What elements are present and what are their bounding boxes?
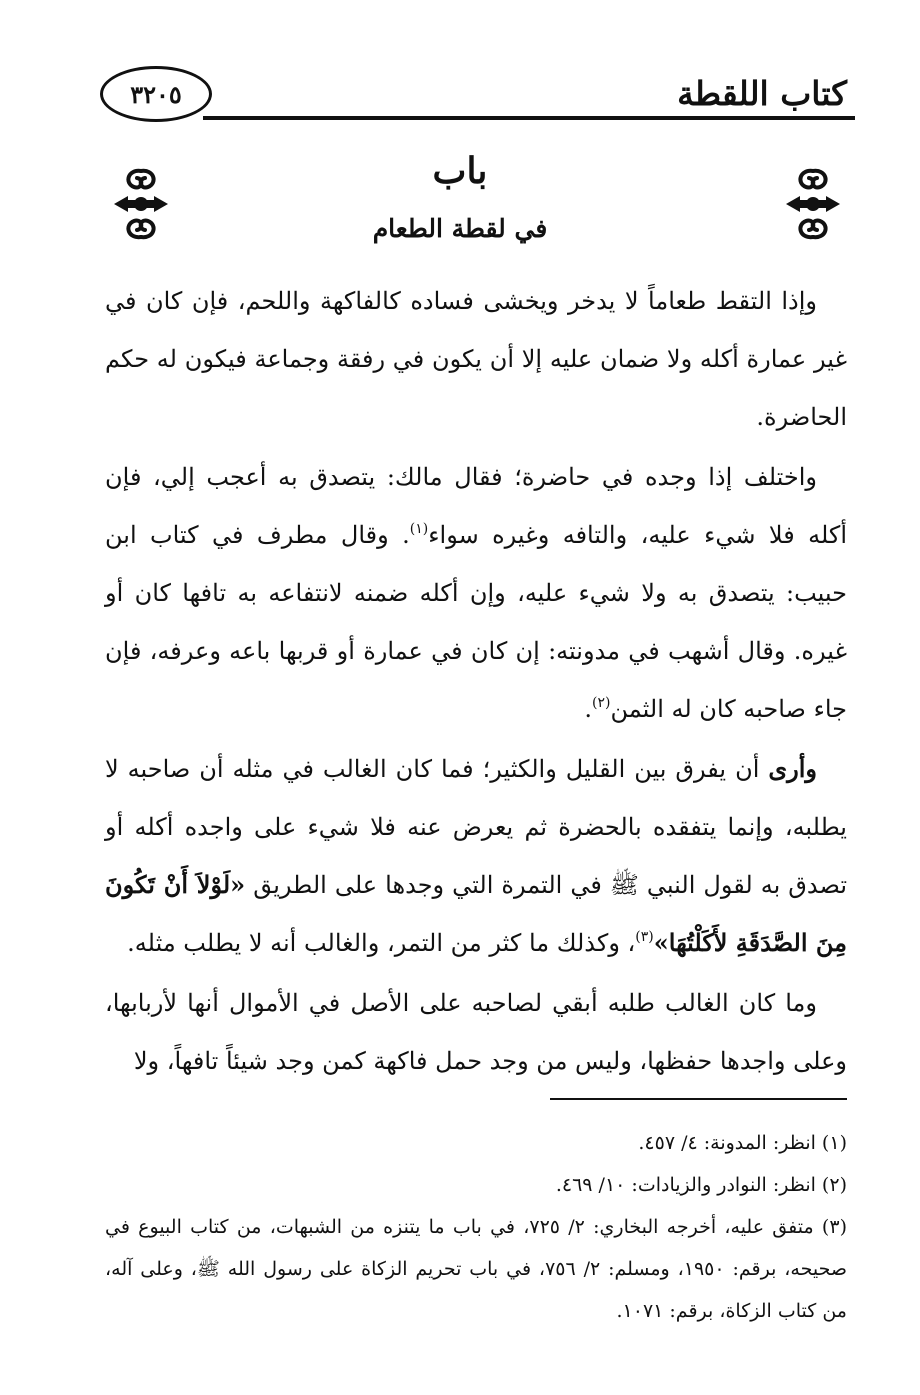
paragraph-4: وما كان الغالب طلبه أبقي لصاحبه على الأصل في الأموال أنها لأربابها، وعلى واجدها حفظها، وليس من وجد حمل فاكهة كمن وجد شيئاً تافهاً، ولا [105, 989, 847, 1075]
paragraph-2-part-b: . وقال مطرف في كتاب ابن حبيب: يتصدق به ولا شيء عليه، وإن أكله ضمنه لانتفاعه به تافها كان أو غيره. وقال أشهب في مدونته: إن كان في عمارة أو قربها باعه وعرفه، فإن جاء صاحبه كان له الثمن [105, 521, 847, 723]
paragraph-1: وإذا التقط طعاماً لا يدخر ويخشى فساده كالفاكهة واللحم، فإن كان في غير عمارة أكله ولا ضمان عليه إلا أن يكون في رفقة وجماعة فيكون له حكم الحاضرة. [105, 287, 847, 431]
footnote-ref-3: (٣) [635, 929, 654, 945]
footnote-ref-2: (٢) [592, 695, 611, 711]
footnote-rule [550, 1098, 847, 1100]
paragraph-3 [105, 740, 847, 972]
footnotes [105, 1122, 847, 1332]
chapter-title: باب [432, 150, 488, 192]
footnote-1: (١) انظر: المدونة: ٤/ ٤٥٧. [638, 1132, 847, 1154]
paragraph-2-part-a: واختلف إذا وجده في حاضرة؛ فقال مالك: يتصدق به أعجب إلي، فإن أكله فلا شيء عليه، والتافه وغيره سواء [105, 463, 847, 549]
footnote-2: (٢) انظر: النوادر والزيادات: ١٠/ ٤٦٩. [555, 1174, 847, 1196]
paragraph-3-lead: وأرى [768, 754, 817, 783]
hadith-quote: «لَوْلاَ أَنْ تَكُونَ مِنَ الصَّدَقَةِ لأَكَلْتُهَا» [105, 870, 847, 957]
paragraph-2-part-c: . [584, 695, 593, 723]
footnote-3: (٣) متفق عليه، أخرجه البخاري: ٢/ ٧٢٥، في باب ما يتنزه من الشبهات، من كتاب البيوع في صحيحه، برقم: ١٩٥٠، ومسلم: ٢/ ٧٥٦، في باب تحريم الزكاة على رسول الله ﷺ، وعلى آله، من كتاب الزكاة، برقم: ١٠٧١. [105, 1216, 847, 1322]
paragraph-2 [105, 448, 847, 738]
header-rule [203, 116, 855, 120]
footnote-ref-1: (١) [409, 521, 429, 537]
paragraph-3-part-b: ، وكذلك ما كثر من التمر، والغالب أنه لا يطلب مثله. [127, 929, 636, 957]
book-title: كتاب اللقطة [677, 74, 847, 113]
paragraph-3-part-a: أن يفرق بين القليل والكثير؛ فما كان الغالب في مثله أن صاحبه لا يطلبه، وإنما يتفقده بالحضرة ثم يعرض عنه فلا شيء على واجده أكله أو تصدق به لقول النبي ﷺ في التمرة التي وجدها على الطريق [105, 755, 847, 899]
page-number: ٣٢٠٥ [100, 66, 212, 122]
page-header [100, 60, 855, 122]
chapter-subtitle: في لقطة الطعام [372, 214, 548, 243]
body-text [105, 272, 847, 1092]
